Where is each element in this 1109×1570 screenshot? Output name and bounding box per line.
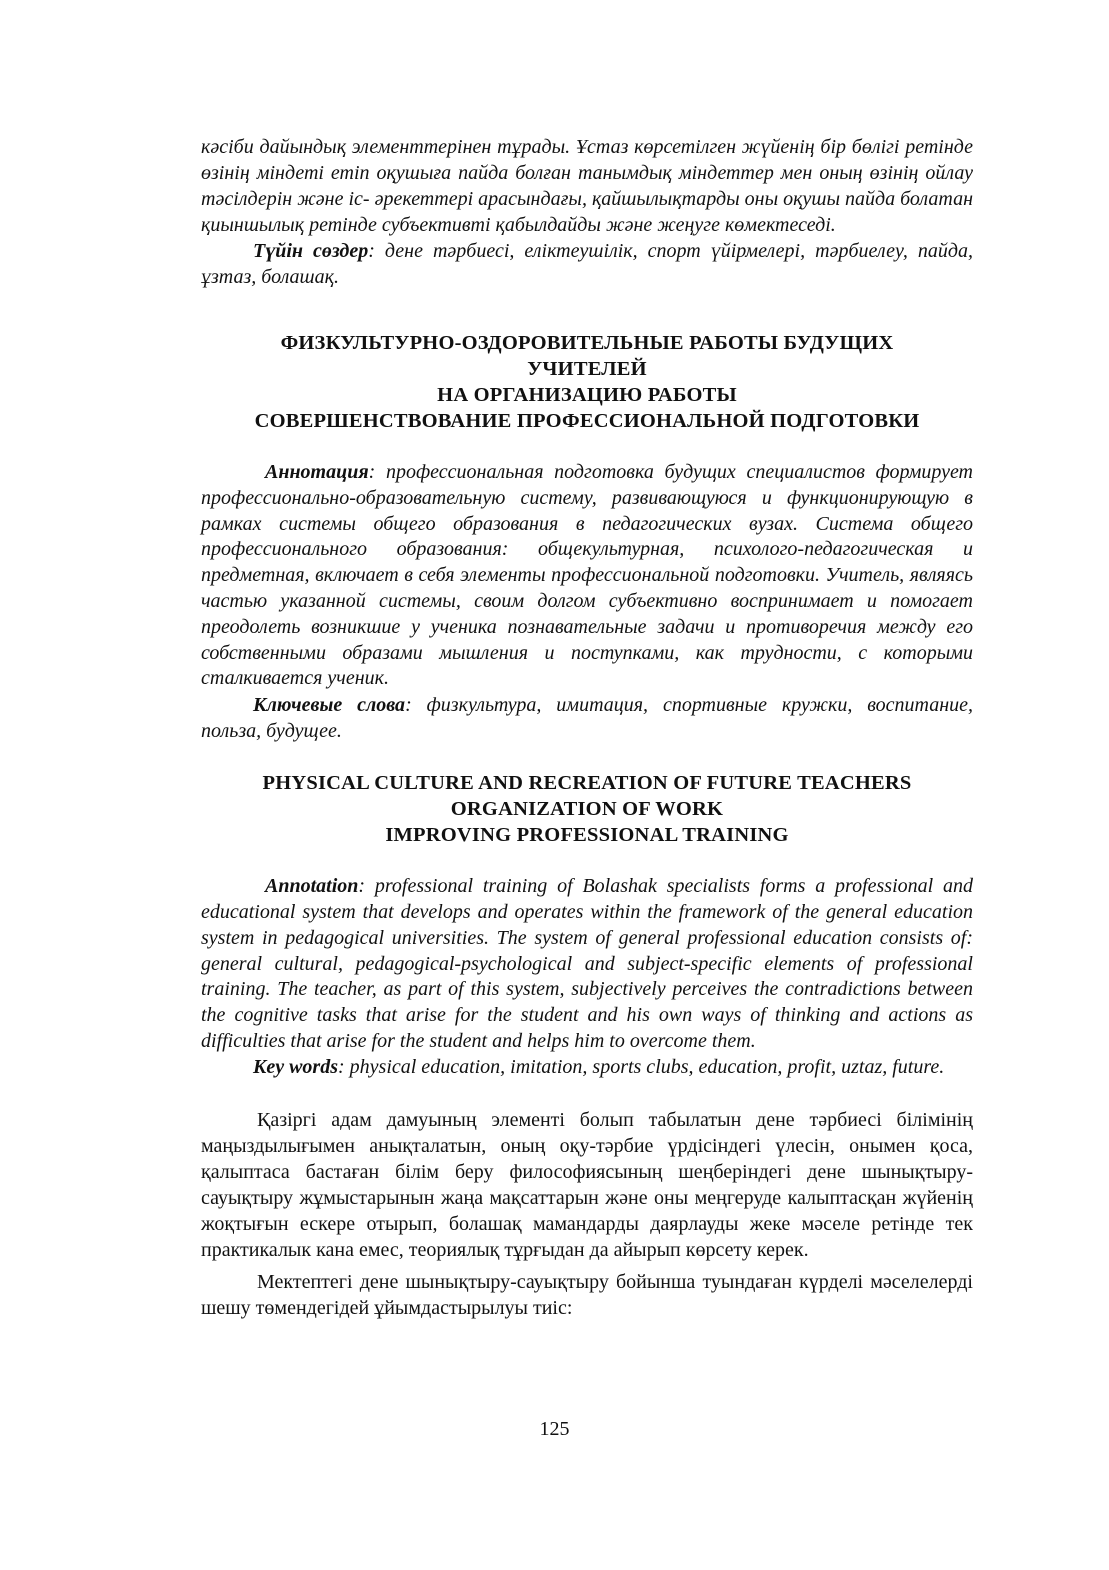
kz-keywords-text: : дене тәрбиесі, еліктеушілік, спорт үйірмелері, тәрбиелеу, пайда, ұзтаз, болашақ. bbox=[201, 240, 973, 288]
en-keywords-label: Key words bbox=[253, 1055, 338, 1078]
en-abstract bbox=[201, 874, 973, 1055]
ru-title-line: НА ОРГАНИЗАЦИЮ РАБОТЫ bbox=[437, 384, 737, 406]
en-keywords bbox=[201, 1055, 973, 1081]
kz-abstract-end: кәсіби дайындық элементтерінен тұрады. Ұстаз көрсетілген жүйенің бір бөлігі ретінде өзінің міндеті етіп оқушыға пайда болған танымдық міндеттер мен оның өзінің ойлау тәсілдерін және іс- әрекеттері арасындағы, қайшылықтарды оны оқушы пайда болатан қиыншылық ретінде субъективті қабылдайды және жеңуге көмектеседі. bbox=[201, 136, 973, 236]
en-title bbox=[201, 770, 973, 848]
ru-abstract-text: : профессиональная подготовка будущих специалистов формирует профессионально-образовательную систему, развивающуюся и функционирующую в рамках системы общего образования в педагогических вузах. Система общего профессионального образования: общекультурная, психолого-педагогическая и предметная, включает в себя элементы профессиональной подготовки. Учитель, являясь частью указанной системы, своим долгом субъективно воспринимает и помогает преодолеть возникшие у ученика познавательные задачи и противоречия между его собственными образами мышления и поступками, как трудности, с которыми сталкивается ученик. bbox=[201, 461, 973, 690]
body-paragraph: Қазіргі адам дамуының элементі болып табылатын дене тәрбиесі білімінің маңыздылығымен анықталатын, оның оқу-тәрбие үрдісіндегі үлесін, онымен қоса, қалыптаса бастаған білім беру философиясының шеңберіндегі дене шынықтыру-сауықтыру жұмыстарынын жаңа мақсаттарын және оны меңгеруде калыптасқан жүйенің жоқтығын ескере отырып, болашақ мамандарды даярлауды жеке мәселе ретінде тек практикалык кана емес, теориялық тұрғыдан да айырып көрсету керек. bbox=[201, 1108, 973, 1261]
en-keywords-text: : physical education, imitation, sports clubs, education, profit, uztaz, future. bbox=[338, 1055, 945, 1078]
ru-title-line: СОВЕРШЕНСТВОВАНИЕ ПРОФЕССИОНАЛЬНОЙ ПОДГОТОВКИ bbox=[254, 410, 920, 432]
body-paragraph: Мектептегі дене шынықтыру-сауықтыру бойынша туындаған күрделі мәселелерді шешу төмендегідей ұйымдастырылуы тиіс: bbox=[201, 1270, 973, 1319]
en-abstract-text: : professional training of Bolashak specialists forms a professional and educational system that develops and operates within the framework of the general education system in pedagogical universities. The system of general professional education consists of: general cultural, pedagogical-psychological and subject-specific elements of professional training. The teacher, as part of this system, subjectively perceives the contradictions between the cognitive tasks that arise for the student and his own ways of thinking and actions as difficulties that arise for the student and helps him to overcome them. bbox=[201, 875, 973, 1052]
ru-keywords-text: : физкультура, имитация, спортивные кружки, воспитание, польза, будущее. bbox=[201, 694, 974, 743]
ru-abstract bbox=[201, 460, 973, 692]
page-number: 125 bbox=[539, 1418, 570, 1440]
en-title-line: IMPROVING PROFESSIONAL TRAINING bbox=[385, 824, 789, 847]
page-content bbox=[201, 134, 973, 1321]
en-title-line: PHYSICAL CULTURE AND RECREATION OF FUTURE TEACHERS bbox=[262, 772, 912, 795]
ru-title-line: УЧИТЕЛЕЙ bbox=[527, 358, 647, 380]
ru-keywords bbox=[201, 692, 973, 744]
kz-keywords bbox=[201, 238, 973, 290]
ru-title bbox=[201, 330, 973, 434]
ru-abstract-label: Аннотация bbox=[265, 461, 369, 483]
ru-title-line: ФИЗКУЛЬТУРНО-ОЗДОРОВИТЕЛЬНЫЕ РАБОТЫ БУДУЩИХ bbox=[280, 332, 894, 354]
ru-keywords-label: Ключевые слова bbox=[253, 694, 406, 717]
kz-keywords-label: Түйін сөздер bbox=[253, 240, 369, 262]
en-abstract-label: Annotation bbox=[265, 875, 359, 898]
en-title-line: ORGANIZATION OF WORK bbox=[450, 798, 724, 821]
